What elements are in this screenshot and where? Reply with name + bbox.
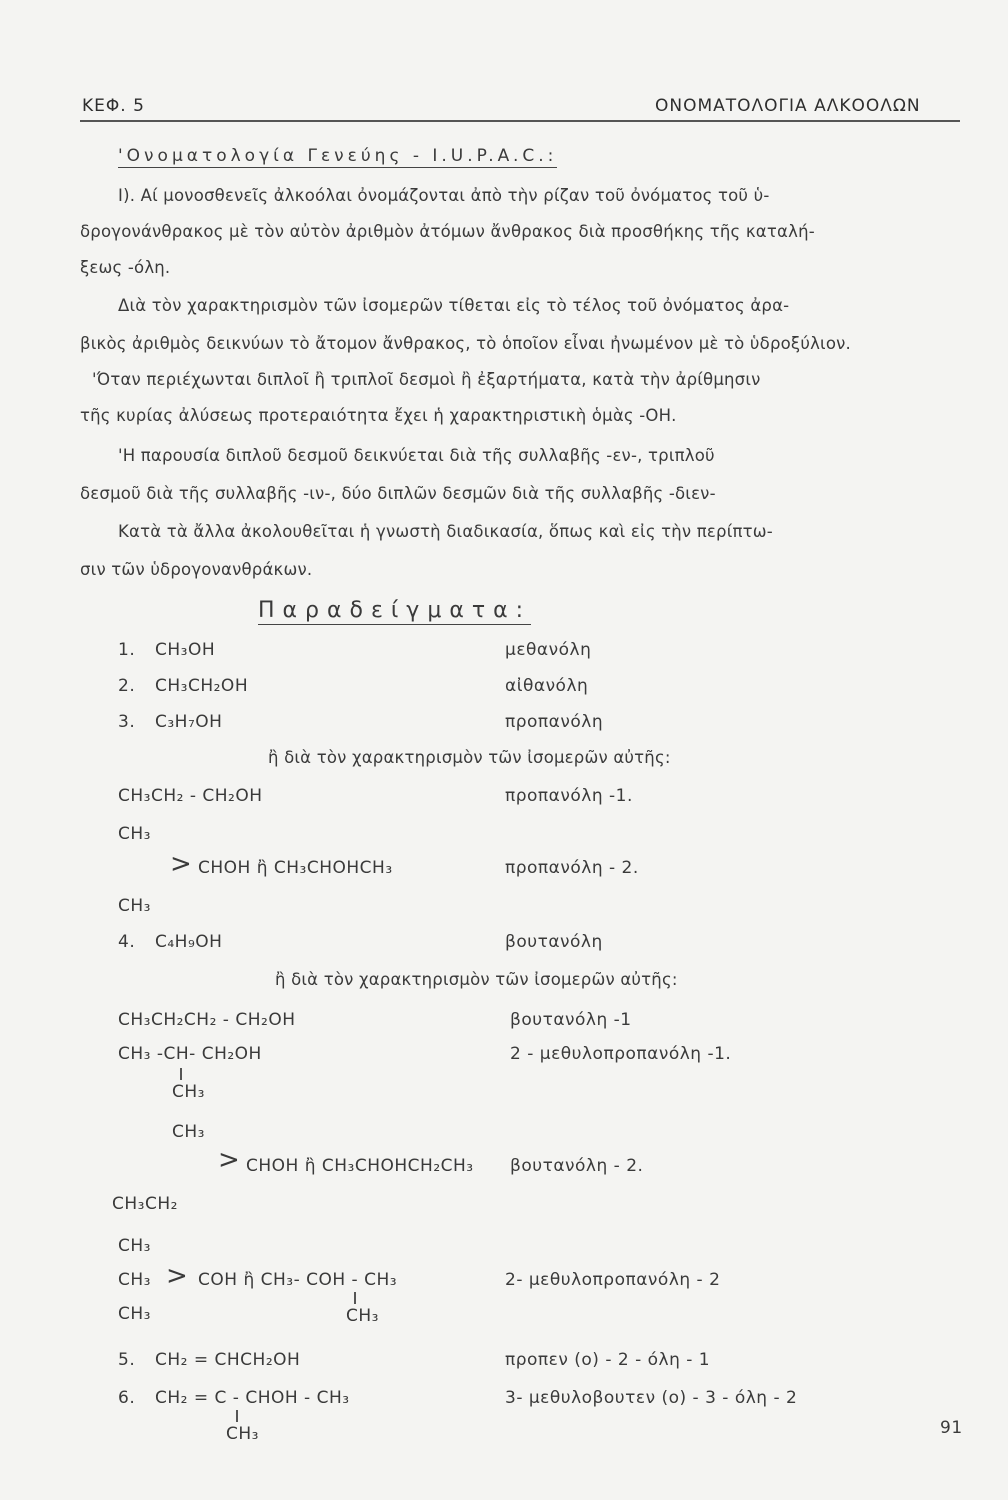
bond-line xyxy=(180,1068,182,1080)
paragraph-line: Κατὰ τὰ ἄλλα ἀκολουθεῖται ἡ γνωστὴ διαδικασία, ὅπως καὶ εἰς τὴν περίπτω- xyxy=(118,522,773,541)
paragraph-line: σιν τῶν ὑδρογονανθράκων. xyxy=(80,560,313,579)
example-name: μεθανόλη xyxy=(505,640,592,660)
example-number: 4. xyxy=(118,932,136,952)
example-name: αἰθανόλη xyxy=(505,676,589,696)
example-formula: C₃H₇OH xyxy=(155,712,223,732)
example-formula: CH₃CH₂ - CH₂OH xyxy=(118,786,263,806)
branch-bracket-icon: > xyxy=(166,1261,188,1291)
example-formula: CHOH ἢ CH₃CHOHCH₃ xyxy=(198,858,393,878)
example-name: προπανόλη - 2. xyxy=(505,858,639,878)
example-number: 5. xyxy=(118,1350,136,1370)
branch-formula: CH₃ xyxy=(118,1270,151,1290)
branch-bracket-icon: > xyxy=(218,1145,240,1175)
paragraph-line: τῆς κυρίας ἀλύσεως προτεραιότητα ἔχει ἡ χαρακτηριστικὴ ὁμὰς -ΟΗ. xyxy=(80,406,677,425)
example-formula: CH₂ = C - CHOH - CH₃ xyxy=(155,1388,350,1408)
paragraph-line: βικὸς ἀριθμὸς δεικνύων τὸ ἄτομον ἄνθρακος, τὸ ὁποῖον εἶναι ἠνωμένον μὲ τὸ ὑδροξύλιον. xyxy=(80,334,851,353)
section-title: 'Ονοματολογία Γενεύης - I.U.P.A.C.: xyxy=(118,146,558,166)
paragraph-line: δεσμοῦ διὰ τῆς συλλαβῆς -ιν-, δύο διπλῶν δεσμῶν διὰ τῆς συλλαβῆς -διεν- xyxy=(80,484,716,503)
paragraph-line: Διὰ τὸν χαρακτηρισμὸν τῶν ἰσομερῶν τίθεται εἰς τὸ τέλος τοῦ ὀνόματος ἀρα- xyxy=(118,296,790,315)
isomers-note: ἢ διὰ τὸν χαρακτηρισμὸν τῶν ἰσομερῶν αὐτῆς: xyxy=(275,970,678,989)
bond-line xyxy=(354,1292,356,1304)
branch-formula: CH₃ xyxy=(346,1306,379,1326)
branch-formula: CH₃ xyxy=(172,1082,205,1102)
example-name: βουτανόλη -1 xyxy=(510,1010,632,1030)
example-name: προπανόλη xyxy=(505,712,604,732)
example-name: 3- μεθυλοβουτεν (ο) - 3 - όλη - 2 xyxy=(505,1388,798,1408)
branch-formula: CH₃CH₂ xyxy=(112,1194,178,1214)
chapter-label: ΚΕΦ. 5 xyxy=(82,96,145,116)
branch-formula: CH₃ xyxy=(118,824,151,844)
isomers-note: ἢ διὰ τὸν χαρακτηρισμὸν τῶν ἰσομερῶν αὐτῆς: xyxy=(268,748,671,767)
bond-line xyxy=(236,1410,238,1422)
header-rule xyxy=(80,120,960,122)
example-formula: CH₂ = CHCH₂OH xyxy=(155,1350,301,1370)
example-name: βουτανόλη xyxy=(505,932,603,952)
examples-title: Παραδείγματα: xyxy=(258,598,531,623)
paragraph-line: ξεως -όλη. xyxy=(80,258,171,277)
example-name: προπεν (ο) - 2 - όλη - 1 xyxy=(505,1350,711,1370)
example-number: 1. xyxy=(118,640,136,660)
example-formula: CHOH ἢ CH₃CHOHCH₂CH₃ xyxy=(246,1156,474,1176)
example-formula: COH ἢ CH₃- COH - CH₃ xyxy=(198,1270,398,1290)
example-formula: CH₃ -CH- CH₂OH xyxy=(118,1044,262,1064)
paragraph-line: 'Η παρουσία διπλοῦ δεσμοῦ δεικνύεται διὰ τῆς συλλαβῆς -εν-, τριπλοῦ xyxy=(118,446,715,465)
branch-formula: CH₃ xyxy=(118,896,151,916)
example-formula: CH₃OH xyxy=(155,640,216,660)
paragraph-line: 'Όταν περιέχωνται διπλοῖ ἢ τριπλοῖ δεσμοὶ ἢ ἐξαρτήματα, κατὰ τὴν ἀρίθμησιν xyxy=(92,370,761,389)
branch-formula: CH₃ xyxy=(172,1122,205,1142)
example-number: 6. xyxy=(118,1388,136,1408)
branch-bracket-icon: > xyxy=(170,849,192,879)
example-name: 2- μεθυλοπροπανόλη - 2 xyxy=(505,1270,721,1290)
example-formula: C₄H₉OH xyxy=(155,932,223,952)
branch-formula: CH₃ xyxy=(118,1304,151,1324)
example-number: 3. xyxy=(118,712,136,732)
page-number: 91 xyxy=(940,1418,963,1438)
example-formula: CH₃CH₂CH₂ - CH₂OH xyxy=(118,1010,296,1030)
page-title: ΟΝΟΜΑΤΟΛΟΓΙΑ ΑΛΚΟΟΛΩΝ xyxy=(655,96,921,116)
example-name: βουτανόλη - 2. xyxy=(510,1156,644,1176)
paragraph-line: δρογονάνθρακος μὲ τὸν αὐτὸν ἀριθμὸν ἀτόμων ἄνθρακος διὰ προσθήκης τῆς καταλή- xyxy=(80,222,815,241)
example-name: 2 - μεθυλοπροπανόλη -1. xyxy=(510,1044,732,1064)
example-formula: CH₃CH₂OH xyxy=(155,676,249,696)
paragraph-line: I). Αί μονοσθενεῖς ἀλκοόλαι ὀνομάζονται ἀπὸ τὴν ρίζαν τοῦ ὀνόματος τοῦ ὑ- xyxy=(118,186,770,205)
example-number: 2. xyxy=(118,676,136,696)
branch-formula: CH₃ xyxy=(226,1424,259,1444)
branch-formula: CH₃ xyxy=(118,1236,151,1256)
example-name: προπανόλη -1. xyxy=(505,786,633,806)
